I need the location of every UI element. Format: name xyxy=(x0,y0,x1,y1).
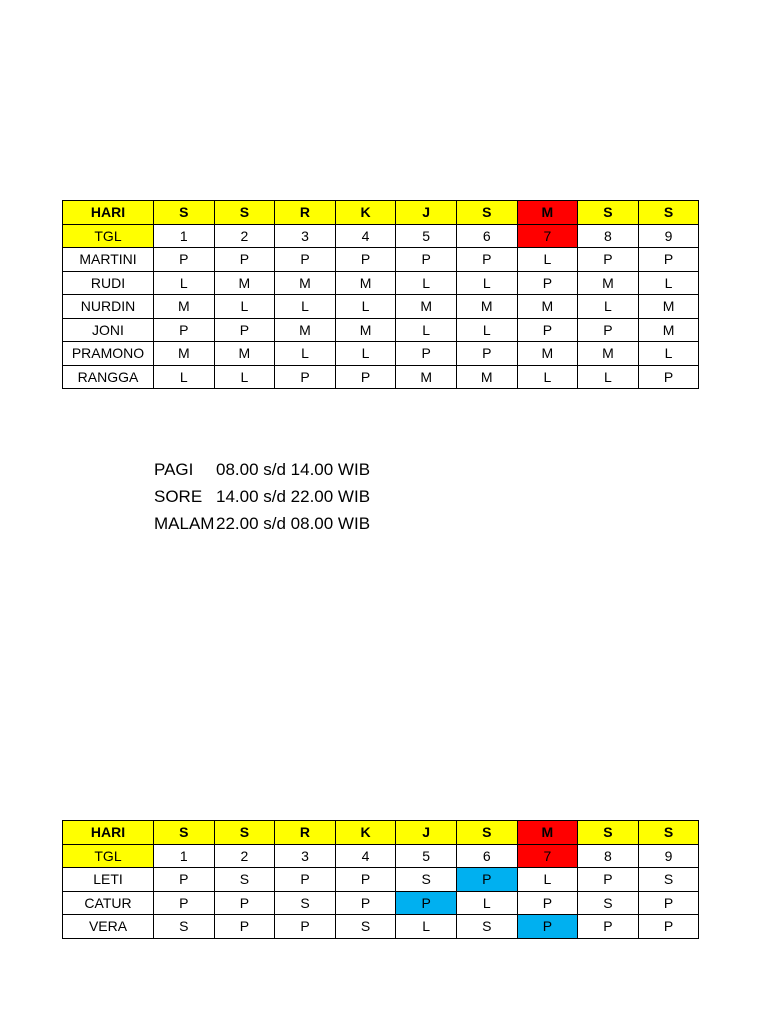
day-cell: K xyxy=(335,821,396,845)
legend-time: 08.00 s/d 14.00 WIB xyxy=(216,460,371,479)
shift-cell: M xyxy=(638,295,699,319)
shift-cell: L xyxy=(638,342,699,366)
shift-cell: M xyxy=(638,318,699,342)
shift-cell: L xyxy=(335,342,396,366)
shift-cell: P xyxy=(275,915,336,939)
shift-cell: P xyxy=(335,868,396,892)
shift-cell-highlighted: P xyxy=(456,868,517,892)
shift-cell: P xyxy=(638,365,699,389)
shift-cell: L xyxy=(154,365,215,389)
shift-cell: L xyxy=(275,295,336,319)
shift-cell: L xyxy=(275,342,336,366)
date-cell: 1 xyxy=(154,844,215,868)
shift-cell: L xyxy=(638,271,699,295)
employee-row xyxy=(63,868,699,892)
day-cell: S xyxy=(578,821,639,845)
shift-cell: M xyxy=(335,271,396,295)
date-cell: 9 xyxy=(638,844,699,868)
date-cell: 6 xyxy=(456,224,517,248)
shift-cell: L xyxy=(335,295,396,319)
shift-cell: L xyxy=(456,891,517,915)
legend-label: SORE xyxy=(154,487,203,506)
employee-row xyxy=(63,342,699,366)
employee-row xyxy=(63,248,699,272)
date-cell: 5 xyxy=(396,224,457,248)
shift-cell: P xyxy=(335,365,396,389)
legend-time: 14.00 s/d 22.00 WIB xyxy=(216,487,371,506)
shift-cell: S xyxy=(335,915,396,939)
date-cell: 8 xyxy=(578,224,639,248)
day-cell: J xyxy=(396,821,457,845)
shift-cell: M xyxy=(578,271,639,295)
shift-cell: S xyxy=(214,868,275,892)
legend-label: MALAM xyxy=(154,514,215,533)
shift-cell: P xyxy=(214,248,275,272)
day-cell-holiday: M xyxy=(517,821,578,845)
shift-cell: S xyxy=(638,868,699,892)
shift-cell: P xyxy=(638,248,699,272)
shift-cell: S xyxy=(456,915,517,939)
day-cell-holiday: M xyxy=(517,201,578,225)
shift-cell: P xyxy=(638,891,699,915)
shift-cell: P xyxy=(214,891,275,915)
employee-name: CATUR xyxy=(63,891,154,915)
date-cell: 9 xyxy=(638,224,699,248)
header-row-days xyxy=(63,201,699,225)
day-cell: S xyxy=(214,201,275,225)
legend-row-malam xyxy=(154,510,414,537)
shift-cell: S xyxy=(275,891,336,915)
date-cell: 2 xyxy=(214,224,275,248)
shift-cell: L xyxy=(154,271,215,295)
employee-name: RUDI xyxy=(63,271,154,295)
shift-cell: M xyxy=(214,342,275,366)
employee-name: LETI xyxy=(63,868,154,892)
legend-row-pagi xyxy=(154,456,414,483)
shift-cell: P xyxy=(578,248,639,272)
day-cell: S xyxy=(456,201,517,225)
day-cell: S xyxy=(154,201,215,225)
legend-label: PAGI xyxy=(154,460,194,479)
date-cell: 3 xyxy=(275,844,336,868)
shift-cell: M xyxy=(456,295,517,319)
shift-cell: P xyxy=(154,891,215,915)
day-cell: S xyxy=(214,821,275,845)
employee-name: RANGGA xyxy=(63,365,154,389)
date-cell: 8 xyxy=(578,844,639,868)
shift-cell: L xyxy=(214,365,275,389)
shift-cell: P xyxy=(275,248,336,272)
shift-cell: P xyxy=(517,271,578,295)
shift-cell: P xyxy=(214,915,275,939)
date-cell: 6 xyxy=(456,844,517,868)
date-cell: 5 xyxy=(396,844,457,868)
employee-name: PRAMONO xyxy=(63,342,154,366)
shift-cell: M xyxy=(517,295,578,319)
shift-cell: L xyxy=(396,318,457,342)
shift-cell: L xyxy=(517,365,578,389)
legend-row-sore xyxy=(154,483,414,510)
employee-name: NURDIN xyxy=(63,295,154,319)
shift-cell: P xyxy=(517,318,578,342)
header-row-days xyxy=(63,821,699,845)
shift-cell: P xyxy=(638,915,699,939)
date-label: TGL xyxy=(63,844,154,868)
employee-name: MARTINI xyxy=(63,248,154,272)
shift-cell: L xyxy=(396,271,457,295)
employee-name: JONI xyxy=(63,318,154,342)
day-cell: S xyxy=(638,201,699,225)
shift-cell: M xyxy=(214,271,275,295)
employee-name: VERA xyxy=(63,915,154,939)
shift-cell: M xyxy=(578,342,639,366)
shift-cell: L xyxy=(214,295,275,319)
shift-cell-highlighted: P xyxy=(517,915,578,939)
employee-row xyxy=(63,318,699,342)
shift-cell: P xyxy=(578,318,639,342)
shift-cell: M xyxy=(154,342,215,366)
date-cell: 4 xyxy=(335,224,396,248)
shift-cell: P xyxy=(335,248,396,272)
employee-row xyxy=(63,891,699,915)
shift-cell: M xyxy=(456,365,517,389)
date-cell-holiday: 7 xyxy=(517,844,578,868)
day-cell: S xyxy=(578,201,639,225)
day-cell: J xyxy=(396,201,457,225)
header-row-dates xyxy=(63,224,699,248)
employee-row xyxy=(63,271,699,295)
shift-cell: S xyxy=(154,915,215,939)
shift-cell: P xyxy=(154,868,215,892)
shift-cell: P xyxy=(578,915,639,939)
shift-cell: P xyxy=(578,868,639,892)
shift-schedule-table-1 xyxy=(62,200,699,389)
shift-cell: M xyxy=(275,271,336,295)
shift-cell: P xyxy=(154,248,215,272)
shift-cell: P xyxy=(517,891,578,915)
day-cell: S xyxy=(456,821,517,845)
shift-cell: P xyxy=(275,868,336,892)
day-cell: R xyxy=(275,201,336,225)
date-cell-holiday: 7 xyxy=(517,224,578,248)
shift-cell: L xyxy=(396,915,457,939)
legend-time: 22.00 s/d 08.00 WIB xyxy=(216,514,371,533)
shift-cell: L xyxy=(456,271,517,295)
shift-schedule-table-2 xyxy=(62,820,699,939)
header-row-dates xyxy=(63,844,699,868)
shift-cell: P xyxy=(396,248,457,272)
shift-cell: M xyxy=(396,365,457,389)
day-cell: S xyxy=(154,821,215,845)
shift-legend xyxy=(154,456,414,537)
shift-cell: M xyxy=(517,342,578,366)
date-cell: 4 xyxy=(335,844,396,868)
header-label: HARI xyxy=(63,821,154,845)
date-label: TGL xyxy=(63,224,154,248)
shift-cell: P xyxy=(456,342,517,366)
shift-cell: L xyxy=(517,248,578,272)
header-label: HARI xyxy=(63,201,154,225)
date-cell: 2 xyxy=(214,844,275,868)
employee-row xyxy=(63,365,699,389)
shift-cell: S xyxy=(578,891,639,915)
date-cell: 3 xyxy=(275,224,336,248)
shift-cell: L xyxy=(517,868,578,892)
employee-row xyxy=(63,295,699,319)
shift-cell: L xyxy=(578,365,639,389)
shift-cell: M xyxy=(396,295,457,319)
shift-cell: P xyxy=(396,342,457,366)
day-cell: K xyxy=(335,201,396,225)
employee-row xyxy=(63,915,699,939)
shift-cell: P xyxy=(275,365,336,389)
shift-cell: M xyxy=(335,318,396,342)
shift-cell: P xyxy=(456,248,517,272)
shift-cell: L xyxy=(578,295,639,319)
shift-cell: M xyxy=(275,318,336,342)
shift-cell: M xyxy=(154,295,215,319)
date-cell: 1 xyxy=(154,224,215,248)
shift-cell: S xyxy=(396,868,457,892)
day-cell: S xyxy=(638,821,699,845)
shift-cell: P xyxy=(154,318,215,342)
shift-cell: P xyxy=(335,891,396,915)
day-cell: R xyxy=(275,821,336,845)
shift-cell-highlighted: P xyxy=(396,891,457,915)
shift-cell: L xyxy=(456,318,517,342)
shift-cell: P xyxy=(214,318,275,342)
